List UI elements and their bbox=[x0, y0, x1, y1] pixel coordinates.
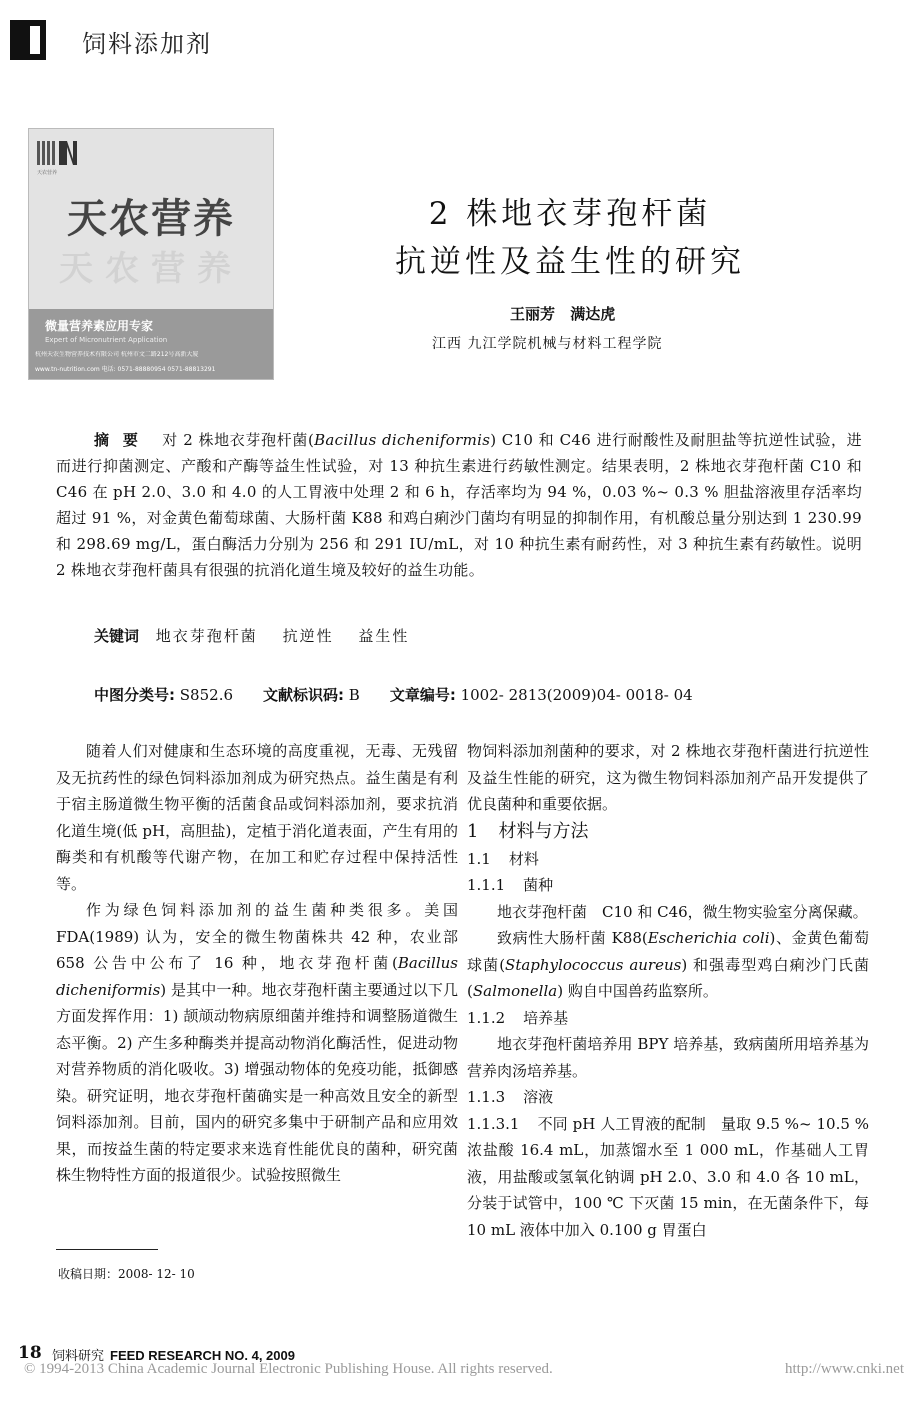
pathogen-latin-1: Escherichia coli bbox=[647, 929, 770, 947]
intro-paragraph-2 bbox=[56, 897, 458, 1189]
heading-1-1-2 bbox=[467, 1005, 869, 1032]
ad-ghost-text: 天农营养 bbox=[59, 249, 243, 289]
intro-paragraph-1: 随着人们对健康和生态环境的高度重视，无毒、无残留及无抗药性的绿色饲料添加剂成为研究热点。益生菌是有利于宿主肠道微生物平衡的活菌食品或饲料添加剂，要求抗消化道生境(低 pH，高胆盐)，定植于消化道表面，产生有用的酶类和有机酸等代谢产物，在加工和贮存过程中保持活性等。 bbox=[56, 742, 458, 893]
abstract-text-a: 对 2 株地衣芽孢杆菌( bbox=[162, 431, 315, 449]
doc-code-label: 文献标识码: bbox=[263, 686, 344, 704]
affiliation: 江西 九江学院机械与材料工程学院 bbox=[432, 336, 663, 352]
pathogen-text-b: )、金黄色葡萄球菌( bbox=[467, 929, 869, 974]
ad-tagline: 微量营养素应用专家 bbox=[45, 319, 154, 333]
received-date: 收稿日期：2008- 12- 10 bbox=[58, 1267, 195, 1281]
pathogen-text-c: ) 和强毒型鸡白痢沙门氏菌( bbox=[467, 955, 869, 1000]
heading-1 bbox=[467, 818, 869, 846]
heading-1-1-1-text: 菌种 bbox=[523, 876, 554, 894]
pathogen-text-a: 致病性大肠杆菌 K88( bbox=[497, 929, 648, 947]
ad-brand: 天农营养 bbox=[67, 196, 235, 242]
abstract-text-b: ) C10 和 C46 进行耐酸性及耐胆盐等抗逆性试验，进而进行抑菌测定、产酸和产酶等益生性试验，对 13 种抗生素进行药敏性测定。结果表明，2 株地衣芽孢杆菌 C10 和 C46 在 pH 2.0、3.0 和 4.0 的人工胃液中处理 2 和 6 h，存活率均为 94 %，0.03 %~ 0.3 % 胆盐溶液里存活率均超过 91 %，对金黄色葡萄球菌、大肠杆菌 K88 和鸡白痢沙门菌均有明显的抑制作用，有机酸总量分别达到 1 230.99 和 298.69 mg/L，蛋白酶活力分别为 256 和 291 IU/mL，对 10 种抗生素有耐药性，对 3 种抗生素有药敏性。说明 2 株地衣芽孢杆菌具有很强的抗消化道生境及较好的益生功能。 bbox=[56, 431, 862, 579]
heading-1-1-2-number: 1.1.2 bbox=[467, 1008, 506, 1027]
section-title: 饲料添加剂 bbox=[82, 30, 212, 58]
heading-1-number: 1 bbox=[467, 820, 479, 842]
journal-name-cn: 饲料研究 bbox=[52, 1349, 105, 1364]
body-left-column bbox=[56, 738, 458, 1189]
strain-paragraph: 地衣芽孢杆菌 C10 和 C46，微生物实验室分离保藏。 bbox=[497, 902, 868, 921]
keyword-item: 抗逆性 bbox=[282, 627, 334, 645]
section-1-1-3-1 bbox=[467, 1111, 869, 1244]
authors: 王丽芳 满达虎 bbox=[510, 305, 616, 323]
heading-1-1 bbox=[467, 846, 869, 873]
ad-tagline-en: Expert of Micronutrient Application bbox=[45, 336, 168, 344]
classification-line bbox=[94, 684, 693, 705]
heading-1-1-1-number: 1.1.1 bbox=[467, 876, 506, 894]
keyword-item: 地衣芽孢杆菌 bbox=[155, 627, 258, 645]
copyright-line bbox=[24, 1361, 904, 1378]
body-right-column bbox=[467, 738, 869, 1243]
cnki-url[interactable]: http://www.cnki.net bbox=[784, 1361, 904, 1377]
heading-1-text: 材料与方法 bbox=[498, 820, 589, 842]
heading-1-1-3-number: 1.1.3 bbox=[467, 1088, 506, 1106]
keywords-label: 关键词 bbox=[94, 627, 140, 645]
intro-continuation: 物饲料添加剂菌种的要求，对 2 株地衣芽孢杆菌进行抗逆性及益生性能的研究，这为微生物饲料添加剂产品开发提供了优良菌种和重要依据。 bbox=[467, 742, 869, 813]
intro-p2-latin: Bacillus dicheniformis bbox=[56, 954, 458, 999]
heading-1-1-3 bbox=[467, 1084, 869, 1111]
heading-1-1-3-text: 溶液 bbox=[523, 1088, 554, 1106]
footnote-divider bbox=[56, 1249, 158, 1250]
abstract-label: 摘 要 bbox=[94, 431, 143, 449]
copyright-text: © 1994-2013 China Academic Journal Electronic Publishing House. All rights reserved. bbox=[24, 1361, 553, 1377]
article-no-value: 1002- 2813(2009)04- 0018- 04 bbox=[460, 686, 693, 704]
medium-paragraph: 地衣芽孢杆菌培养用 BPY 培养基，致病菌所用培养基为营养肉汤培养基。 bbox=[467, 1035, 869, 1080]
article-title-line1: 2 株地衣芽孢杆菌 bbox=[428, 196, 712, 232]
heading-1-1-2-text: 培养基 bbox=[523, 1008, 569, 1027]
section-marker-icon bbox=[10, 20, 46, 60]
section-1-1-3-1-text: 不同 pH 人工胃液的配制 量取 9.5 %~ 10.5 % 浓盐酸 16.4 mL，加蒸馏水至 1 000 mL，作基础人工胃液，用盐酸或氢氧化钠调 pH 2.0、3.0 和 4.0 各 10 mL，分装于试管中，100 ℃ 下灭菌 15 min，在无菌条件下，每 10 mL 液体中加入 0.100 g 胃蛋白 bbox=[467, 1114, 869, 1239]
heading-1-1-1 bbox=[467, 872, 869, 899]
section-1-1-3-1-number: 1.1.3.1 bbox=[467, 1114, 520, 1133]
abstract-latin-name: Bacillus dicheniformis bbox=[314, 431, 491, 449]
doc-code-value: B bbox=[348, 686, 360, 704]
intro-p2-text-b: ) 是其中一种。地衣芽孢杆菌主要通过以下几方面发挥作用：1) 颉颃动物病原细菌并维持和调整肠道微生态平衡。2) 产生多种酶类并提高动物消化酶活性，促进动物对营养物质的消化吸收。3) 增强动物体的免疫功能，抵御感染。研究证明，地衣芽孢杆菌确实是一种高效且安全的新型饲料添加剂。目前，国内的研究多集中于研制产品和应用效果，而按益生菌的特定要求来选育性能优良的菌种，研究菌株生物特性方面的报道很少。试验按照微生 bbox=[56, 980, 458, 1184]
keywords bbox=[94, 625, 429, 646]
clc-value: S852.6 bbox=[179, 686, 233, 704]
intro-p2-text-a: 作为绿色饲料添加剂的益生菌种类很多。美国 FDA(1989) 认为，安全的微生物菌株共 42 种，农业部 658 公告中公布了 16 种，地衣芽孢杆菌( bbox=[56, 901, 458, 972]
pathogen-latin-2: Staphylococcus aureus bbox=[505, 955, 682, 974]
heading-1-1-text: 材料 bbox=[508, 849, 539, 868]
tn-logo-icon bbox=[37, 139, 77, 167]
clc-label: 中图分类号: bbox=[94, 686, 175, 704]
pathogen-paragraph bbox=[467, 925, 869, 1005]
heading-1-1-number: 1.1 bbox=[467, 849, 491, 868]
ad-logo-sub: 天农营养 bbox=[37, 170, 58, 176]
advertisement bbox=[28, 128, 274, 380]
journal-name-en: FEED RESEARCH NO. 4, 2009 bbox=[110, 1348, 295, 1363]
pathogen-latin-3: Salmonella bbox=[472, 982, 558, 1000]
page-number: 18 bbox=[18, 1343, 42, 1363]
article-no-label: 文章编号: bbox=[389, 686, 456, 704]
abstract bbox=[56, 427, 862, 583]
ad-web: www.tn-nutrition.com 电话: 0571-88880954 0571-88813291 bbox=[35, 366, 216, 373]
article-title-line2: 抗逆性及益生性的研究 bbox=[395, 244, 745, 280]
ad-company: 杭州天农生物营养技术有限公司 杭州市文二路212号高新大厦 bbox=[35, 351, 199, 358]
keyword-item: 益生性 bbox=[358, 627, 410, 645]
pathogen-text-d: ) 购自中国兽药监察所。 bbox=[557, 982, 718, 1000]
